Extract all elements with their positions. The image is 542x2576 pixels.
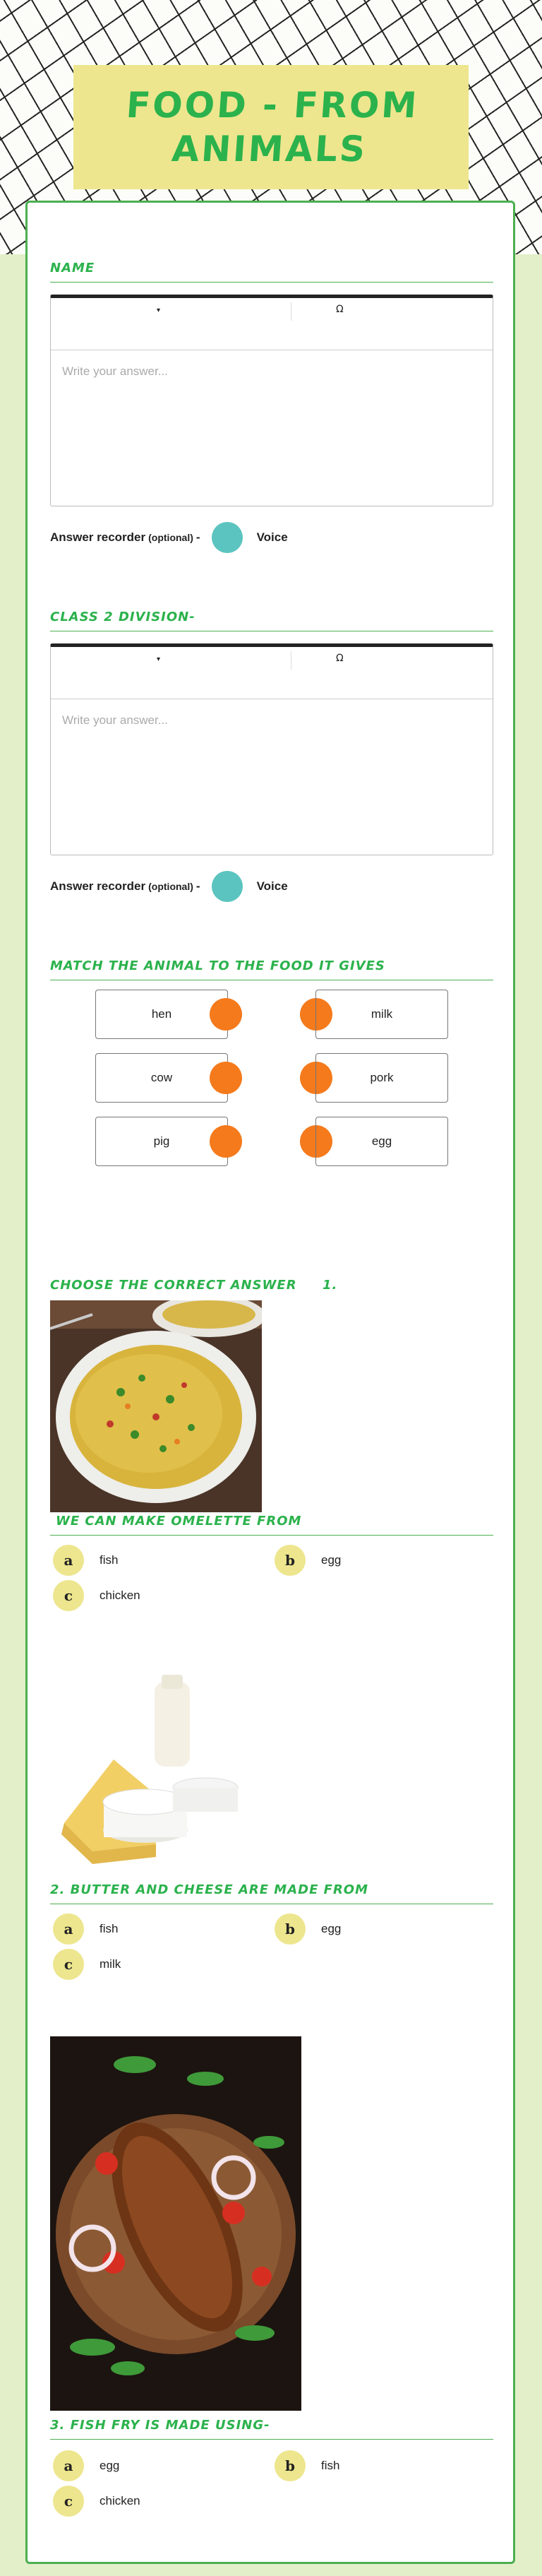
recorder-dash: -	[195, 879, 200, 893]
format-dropdown-icon[interactable]: ▾	[157, 655, 161, 663]
answer-recorder	[50, 871, 288, 902]
question-number: 1.	[323, 1278, 338, 1293]
recorder-label: Answer recorder	[50, 879, 146, 893]
voice-record-button[interactable]	[212, 871, 243, 902]
option-c[interactable]	[53, 2486, 140, 2517]
match-left-item[interactable]: hen	[95, 990, 228, 1039]
option-letter-c: c	[53, 1949, 84, 1980]
recorder-dash: -	[195, 530, 200, 544]
option-text: milk	[100, 1957, 121, 1971]
match-right-item[interactable]: milk	[315, 990, 448, 1039]
option-b[interactable]	[275, 1913, 341, 1945]
recorder-label: Answer recorder	[50, 530, 146, 544]
option-text: chicken	[100, 2494, 140, 2507]
question-choose-title: CHOOSE THE CORRECT ANSWER	[50, 1278, 297, 1293]
worksheet	[25, 201, 515, 2564]
match-left-item[interactable]: pig	[95, 1117, 228, 1166]
match-connector[interactable]	[210, 998, 242, 1031]
option-letter-c: c	[53, 1580, 84, 1611]
special-characters-icon[interactable]: Ω	[336, 653, 344, 664]
option-a[interactable]	[53, 1913, 118, 1945]
editor-toolbar	[51, 647, 493, 699]
option-a[interactable]	[53, 1545, 118, 1576]
question-1-prompt: WE CAN MAKE OMELETTE FROM	[56, 1514, 302, 1529]
voice-label: Voice	[256, 530, 288, 544]
answer-input[interactable]: Write your answer...	[62, 713, 168, 727]
option-text: fish	[100, 1922, 119, 1935]
option-letter-a: a	[53, 2450, 84, 2481]
option-text: egg	[321, 1553, 342, 1567]
option-letter-b: b	[275, 2450, 306, 2481]
match-right-item[interactable]: egg	[315, 1117, 448, 1166]
dairy-image	[50, 1675, 262, 1880]
match-left-item[interactable]: cow	[95, 1053, 228, 1103]
option-a[interactable]	[53, 2450, 119, 2481]
option-letter-b: b	[275, 1913, 306, 1945]
option-text: fish	[100, 1553, 119, 1567]
option-text: egg	[321, 1922, 342, 1935]
fish-fry-image	[50, 2036, 301, 2411]
answer-input[interactable]: Write your answer...	[62, 364, 168, 378]
special-characters-icon[interactable]: Ω	[336, 304, 344, 315]
option-letter-a: a	[53, 1545, 84, 1576]
option-text: egg	[100, 2459, 120, 2472]
question-class-title: CLASS 2 DIVISION-	[50, 610, 195, 624]
question-name-title: NAME	[50, 261, 95, 275]
question-3-prompt: 3. FISH FRY IS MADE USING-	[50, 2418, 270, 2433]
divider	[50, 2439, 493, 2440]
voice-record-button[interactable]	[212, 522, 243, 553]
class-answer-editor[interactable]	[50, 643, 493, 855]
name-answer-editor[interactable]	[50, 295, 493, 506]
recorder-optional: (optional)	[148, 532, 193, 543]
question-match-title: MATCH THE ANIMAL TO THE FOOD IT GIVES	[50, 958, 385, 973]
match-connector[interactable]	[210, 1062, 242, 1094]
voice-label: Voice	[256, 879, 288, 893]
option-text: fish	[321, 2459, 340, 2472]
option-c[interactable]	[53, 1949, 121, 1980]
divider	[50, 1535, 493, 1536]
option-c[interactable]	[53, 1580, 140, 1611]
question-2-prompt: 2. BUTTER AND CHEESE ARE MADE FROM	[50, 1882, 369, 1897]
page-title: FOOD - FROM ANIMALS	[125, 85, 421, 170]
option-b[interactable]	[275, 1545, 341, 1576]
divider	[50, 282, 493, 283]
option-text: chicken	[100, 1589, 140, 1602]
title-card	[73, 65, 469, 189]
match-right-item[interactable]: pork	[315, 1053, 448, 1103]
format-dropdown-icon[interactable]: ▾	[157, 307, 161, 314]
answer-recorder	[50, 522, 288, 553]
editor-toolbar	[51, 298, 493, 350]
option-b[interactable]	[275, 2450, 339, 2481]
recorder-optional: (optional)	[148, 881, 193, 892]
option-letter-b: b	[275, 1545, 306, 1576]
omelette-image	[50, 1300, 262, 1512]
match-connector[interactable]	[210, 1125, 242, 1158]
option-letter-c: c	[53, 2486, 84, 2517]
option-letter-a: a	[53, 1913, 84, 1945]
